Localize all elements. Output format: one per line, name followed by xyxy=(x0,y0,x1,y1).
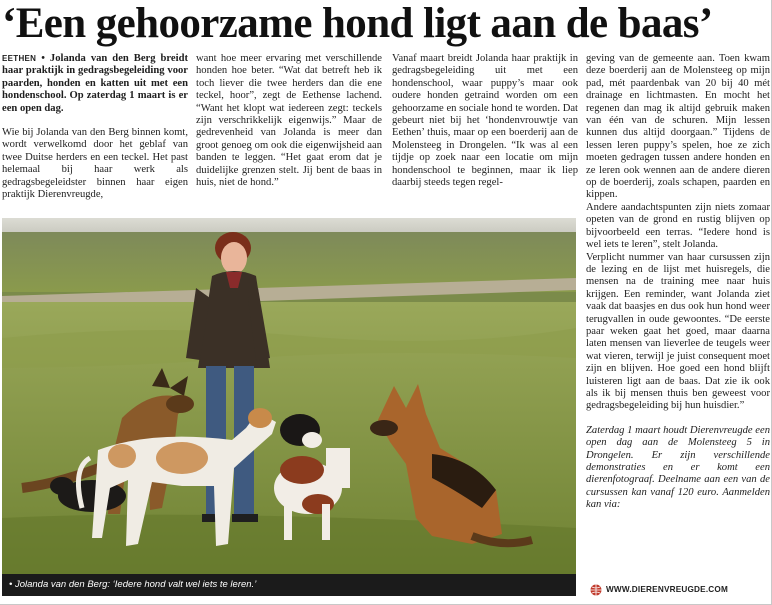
article-column-1 xyxy=(2,53,188,201)
headline: ‘Een gehoorzame hond ligt aan de baas’ xyxy=(2,0,713,47)
event-info-paragraph: Zaterdag 1 maart houdt Dierenvreugde een open dag aan de Molensteeg 5 in Drongelen. Er zijn verschillende demonstraties en er komt een dierenfotograaf. Deelname aan een van de cursussen kan vanaf 120 euro. Aanmelden kan via: xyxy=(586,424,770,511)
article-column-4 xyxy=(586,53,770,512)
body-paragraph: Vanaf maart breidt Jolanda haar praktijk in gedragsbegeleiding uit met een hondenschool, waar puppy’s maar ook oudere honden getraind worden om een gehoorzame en sociale hond te worden. Dat gebeurt niet bij het ‘hondenvrouwtje van Eethen’ thuis, maar op een boerderij aan de Molensteeg in Drongelen. “Ik was al een tijdje op zoek naar een locatie om mijn hondenschool te beginnen, maar ik liep daarbij steeds tegen regel- xyxy=(392,53,578,189)
dateline: EETHEN xyxy=(2,54,37,63)
body-paragraph: want hoe meer ervaring met verschillende honden hoe beter. “Wat dat betreft heb ik toch liever die twee herders dan die ene teckel, hoor”, zegt de Eethense lachend. “Want het klopt wat iedereen zegt: teckels zijn verschrikkelijk eigenwijs.” Maar de gedrevenheid van Jolanda is meer dan groot genoeg om ook die eigenwijsheid aan banden te leggen. “Het gaat erom dat je duidelijke grenzen stelt. Jij bent de baas in huis, niet de hond.” xyxy=(196,53,382,189)
article-photo xyxy=(2,218,576,574)
website-url[interactable]: WWW.DIERENVREUGDE.COM xyxy=(606,585,729,594)
photo-caption: • Jolanda van den Berg: ‘Iedere hond valt wel iets te leren.’ xyxy=(2,574,576,596)
body-paragraph: geving van de gemeente aan. Toen kwam deze boerderij aan de Molensteeg op mijn pad, mét paardenbak van 20 bij 40 mét drainage en lichtmasten. En mocht het regenen dan mag ik altijd gebruik maken van één van de schuren. Mijn lessen kunnen dus altijd doorgaan.” Tijdens de lessen leren puppy’s spelen, hoe ze zich moeten gedragen tussen andere honden en ze leren ook wennen aan de andere dieren op de boerderij, zoals schapen, paarden en kippen. xyxy=(586,53,770,201)
globe-icon xyxy=(590,584,602,596)
body-paragraph: Andere aandachtspunten zijn niets zomaar opeten van de grond en rustig blijven op bijvoorbeeld een terras. “Iedere hond is wel iets te leren”, stelt Jolanda. xyxy=(586,201,770,251)
photo-illustration xyxy=(2,218,576,574)
body-paragraph: Wie bij Jolanda van den Berg binnen komt, wordt verwelkomd door het geblaf van twee Duitse herders en een teckel. Het past helemaal bij haar werk als gedragsbegeleidster binnen haar eigen praktijk Dierenvreugde, xyxy=(2,127,188,201)
intro-text: • Jolanda van den Berg breidt haar praktijk in gedragsbegeleiding voor paarden, honden en katten uit met een hondenschool. Op zaterdag 1 maart is er een open dag. xyxy=(2,53,188,114)
body-paragraph: Verplicht nummer van haar cursussen zijn de lezing en de lijst met huisregels, die mensen na de training mee naar huis krijgen. Een reminder, want Jolanda ziet vaak dat baasjes en dus ook hun hond weer terugvallen in oude gewoontes. “De eerste paar weken gaat het goed, maar daarna laten mensen van lieverlee de teugels weer wat vieren, terwijl je juist consequent moet zijn en blijven. Hoe goed een hond blijft luisteren ligt aan de baas. Dat zie ik ook als ik bij mensen thuis ben geweest voor gedragsbegeleiding bij hun huisdier.” xyxy=(586,251,770,412)
website-line xyxy=(590,583,770,597)
intro-paragraph xyxy=(2,53,188,115)
article-column-3 xyxy=(392,53,578,189)
article-column-2 xyxy=(196,53,382,189)
